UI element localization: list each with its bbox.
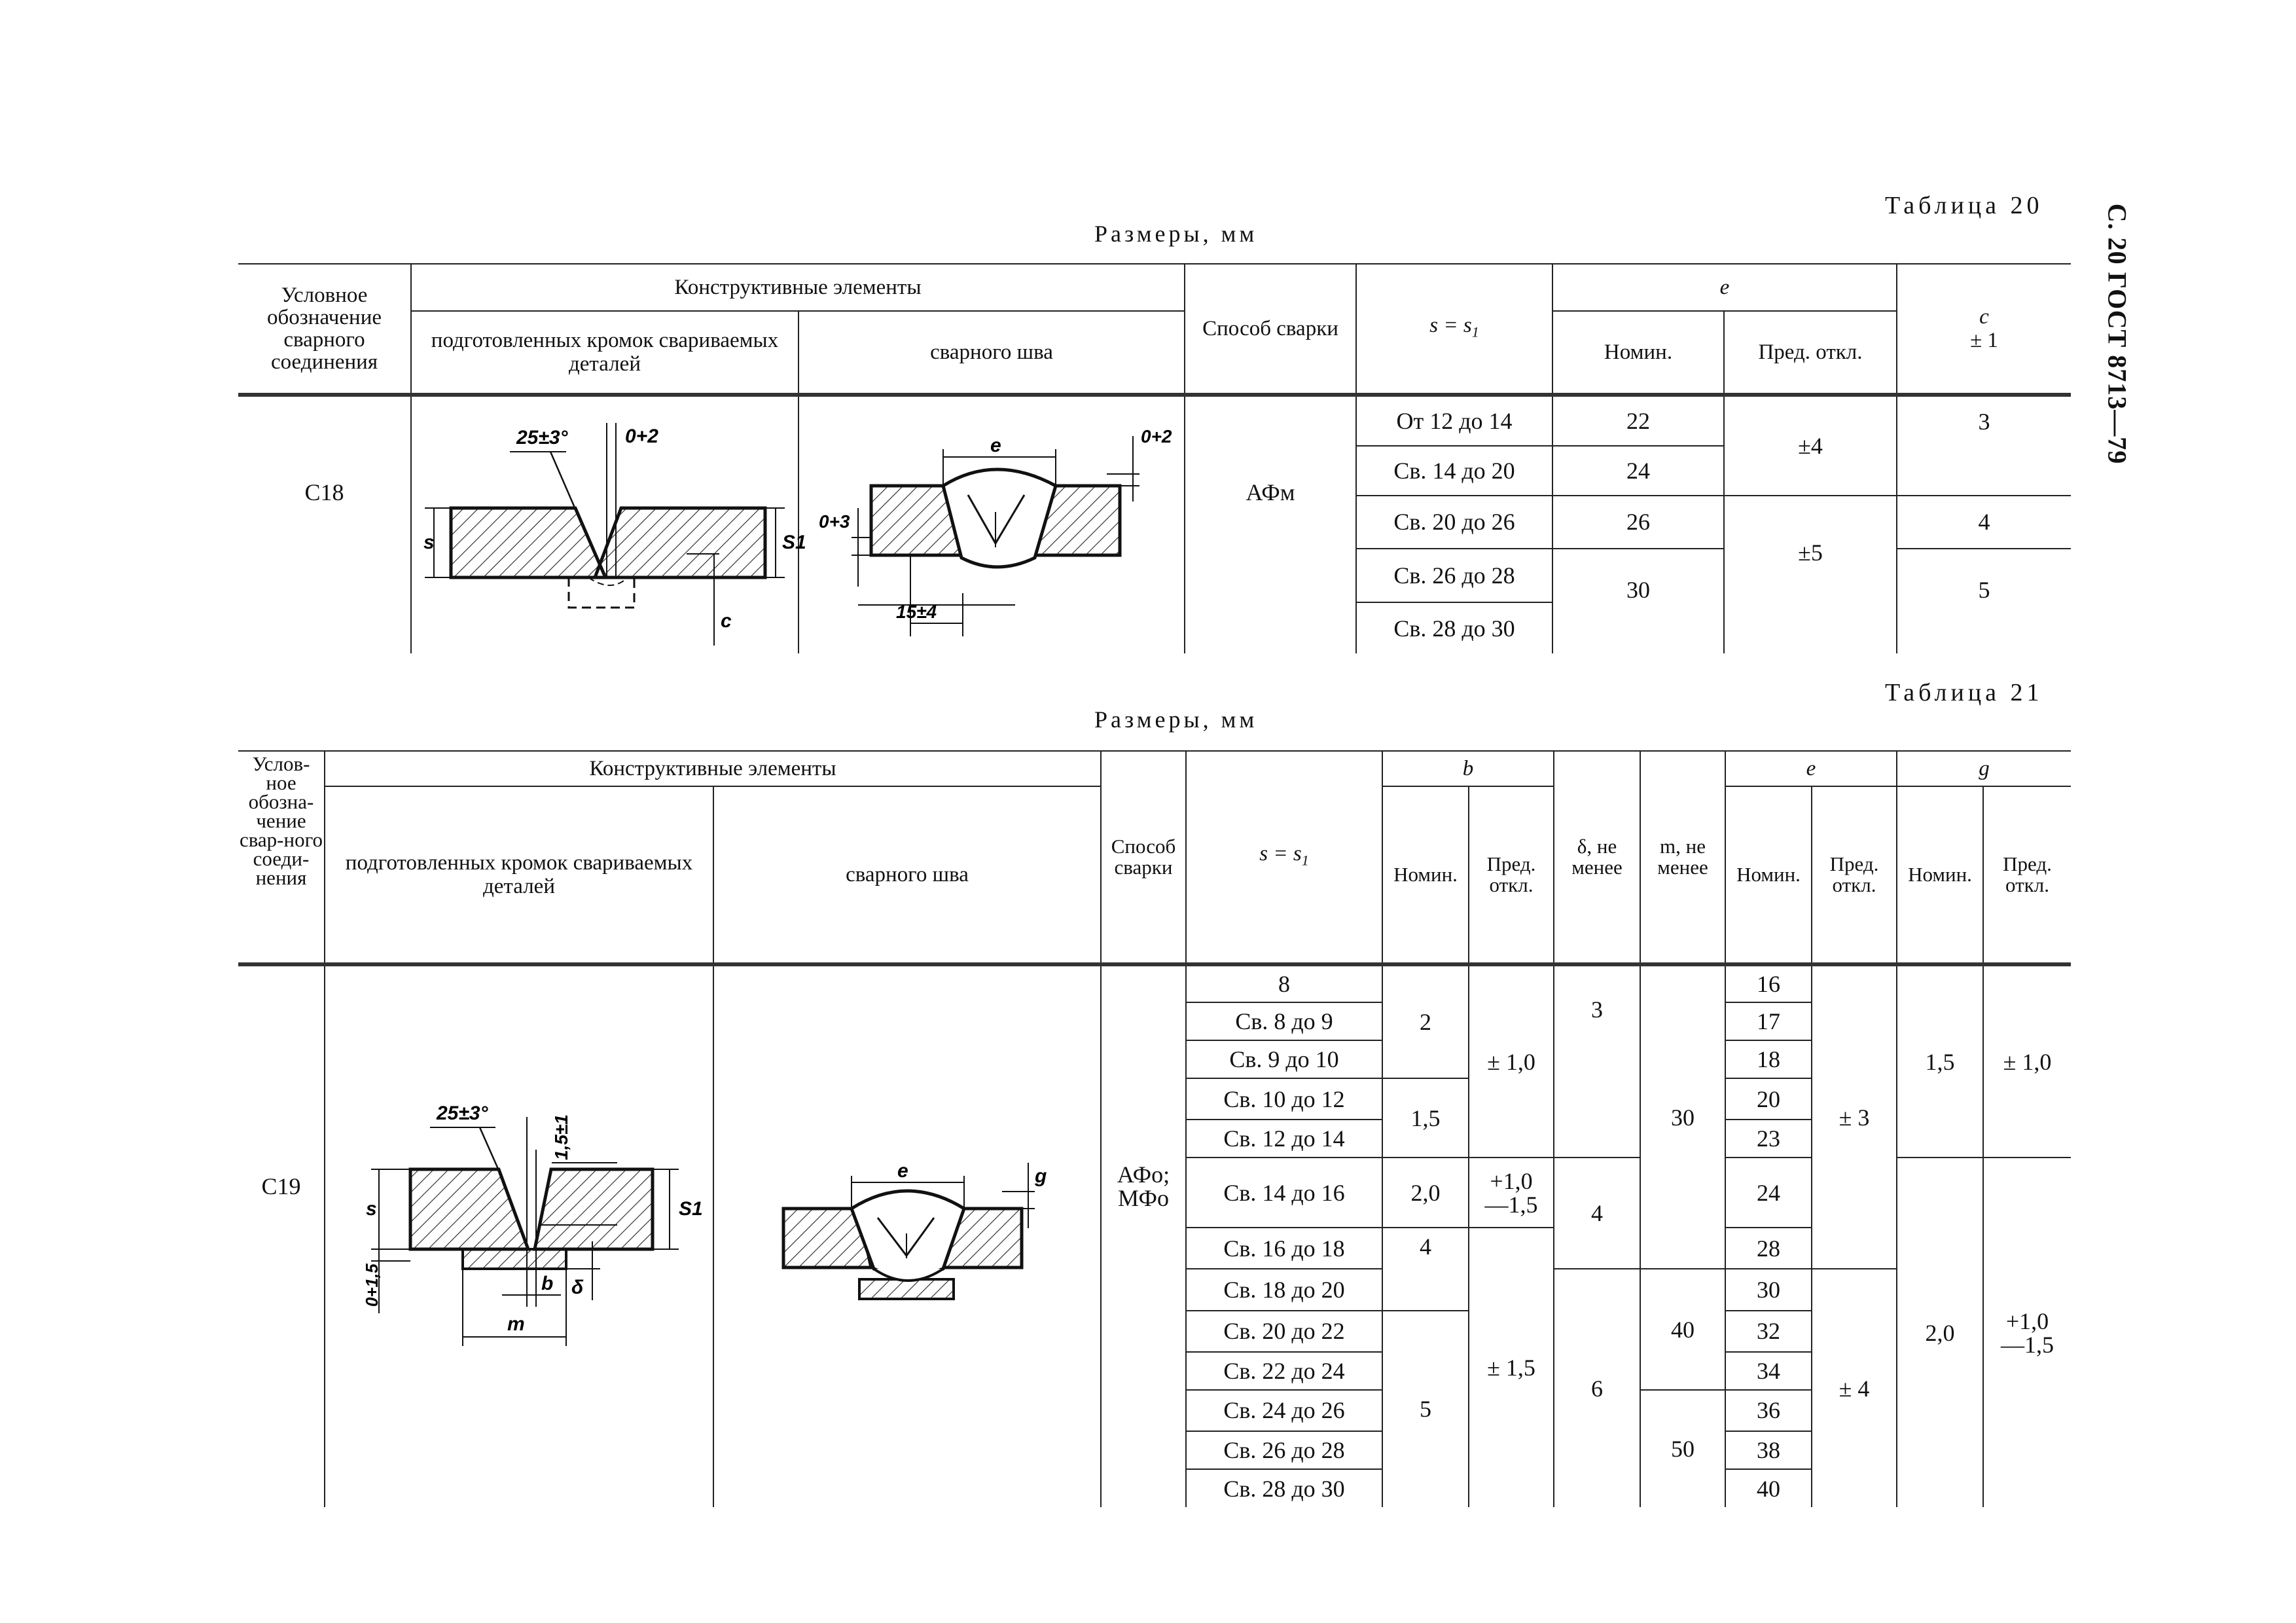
- t20-head-method: Способ сварки: [1185, 264, 1356, 395]
- table21-units: Размеры, мм: [1094, 706, 1258, 733]
- t20-sketch-s1: S1: [782, 532, 806, 553]
- t21-s-row-9: Св. 20 до 22: [1186, 1311, 1382, 1352]
- page-header: С. 20 ГОСТ 8713—79: [2102, 203, 2132, 465]
- t21-sketch-e: e: [897, 1160, 908, 1182]
- t21-head-b-nomin: Номин.: [1382, 786, 1469, 964]
- t21-e-row-9: 32: [1725, 1311, 1812, 1352]
- t21-e-row-3: 18: [1725, 1040, 1812, 1078]
- t21-sketch-gap: 1,5±1: [551, 1114, 571, 1160]
- t21-method: АФо; МФо: [1101, 964, 1186, 1507]
- t21-sketch-weld: [713, 964, 1101, 1507]
- t21-s-row-2: Св. 8 до 9: [1186, 1002, 1382, 1040]
- t21-sketch-b: b: [541, 1273, 554, 1294]
- t21-s-row-11: Св. 24 до 26: [1186, 1390, 1382, 1431]
- t21-e-row-5: 23: [1725, 1120, 1812, 1158]
- t21-head-e-nomin: Номин.: [1725, 786, 1812, 964]
- t21-m-2: 40: [1640, 1269, 1725, 1389]
- t21-e-row-8: 30: [1725, 1269, 1812, 1310]
- t20-sketch-width: 15±4: [896, 602, 937, 622]
- t21-designation: С19: [238, 964, 325, 1507]
- t21-head-designation: Услов-ное обозна-чение свар-ного соеди-нения: [238, 751, 325, 964]
- t21-head-delta: δ, не менее: [1554, 751, 1640, 964]
- t21-head-g: g: [1897, 751, 2071, 786]
- t21-head-weld: сварного шва: [713, 786, 1101, 964]
- t20-e-tol-1: ±4: [1724, 395, 1897, 496]
- t21-head-e-pred: Пред. откл.: [1812, 786, 1897, 964]
- t21-b-tol-1: ± 1,0: [1469, 964, 1554, 1158]
- t21-s-row-13: Св. 28 до 30: [1186, 1469, 1382, 1507]
- prepared-edges-sketch: [412, 397, 806, 649]
- t21-e-tol-1: ± 3: [1812, 964, 1897, 1269]
- t21-e-row-7: 28: [1725, 1228, 1812, 1269]
- t20-head-prepared-edges: подготовленных кромок свариваемых деталей: [411, 311, 798, 395]
- t20-sketch-gap2: 0+2: [1141, 426, 1172, 447]
- t21-e-row-2: 17: [1725, 1002, 1812, 1040]
- t21-sketch-angle: 25±3°: [437, 1103, 488, 1124]
- weld-sketch: [799, 397, 1184, 649]
- t20-head-constructive: Конструктивные элементы: [411, 264, 1185, 311]
- table20-caption: Таблица 20: [1885, 192, 2043, 219]
- t21-head-g-nomin: Номин.: [1897, 786, 1983, 964]
- t20-c-1: 3: [1897, 395, 2071, 496]
- t21-s-row-10: Св. 22 до 24: [1186, 1352, 1382, 1390]
- t21-e-row-11: 36: [1725, 1390, 1812, 1431]
- t20-head-s: $s = s_1$: [1356, 264, 1552, 395]
- t20-head-weld: сварного шва: [798, 311, 1185, 395]
- table21-caption: Таблица 21: [1885, 679, 2043, 706]
- t21-delta-1: 3: [1554, 964, 1640, 1158]
- t20-sketch-gap3: 0+3: [819, 511, 850, 532]
- weld-sketch: [714, 966, 1100, 1503]
- t20-sketch-e: e: [990, 435, 1001, 456]
- t21-s-row-7: Св. 16 до 18: [1186, 1228, 1382, 1269]
- t20-e-row-1: 22: [1552, 395, 1724, 446]
- t21-b-tol-2: +1,0 —1,5: [1469, 1158, 1554, 1228]
- t21-s-row-5: Св. 12 до 14: [1186, 1120, 1382, 1158]
- t21-g-nom-2: 2,0: [1897, 1158, 1983, 1507]
- t21-head-b-pred: Пред. откл.: [1469, 786, 1554, 964]
- t20-head-e-nomin: Номин.: [1552, 311, 1724, 395]
- t21-head-method: Способ сварки: [1101, 751, 1186, 964]
- t20-e-row-2: 24: [1552, 446, 1724, 496]
- t21-sketch-s: s: [366, 1198, 377, 1220]
- table20-units: Размеры, мм: [1094, 221, 1258, 247]
- t21-b-nom-1: 2: [1382, 964, 1469, 1078]
- t20-sketch-c: c: [721, 610, 732, 632]
- t21-m-1: 30: [1640, 964, 1725, 1269]
- t21-sketch-s1: S1: [679, 1198, 703, 1220]
- t21-g-tol-2: +1,0 —1,5: [1983, 1158, 2071, 1507]
- t21-s-row-4: Св. 10 до 12: [1186, 1078, 1382, 1120]
- t21-e-row-4: 20: [1725, 1078, 1812, 1120]
- t21-delta-3: 6: [1554, 1269, 1640, 1507]
- t21-b-tol-3: ± 1,5: [1469, 1228, 1554, 1507]
- t21-g-tol-1: ± 1,0: [1983, 964, 2071, 1158]
- t21-head-g-pred: Пред. откл.: [1983, 786, 2071, 964]
- t21-s-row-3: Св. 9 до 10: [1186, 1040, 1382, 1078]
- t21-sketch-delta: δ: [571, 1277, 584, 1298]
- t21-m-3: 50: [1640, 1390, 1725, 1507]
- t21-b-nom-2: 1,5: [1382, 1078, 1469, 1158]
- t20-sketch-prepared: [411, 395, 806, 653]
- t21-s-row-12: Св. 26 до 28: [1186, 1431, 1382, 1469]
- t21-b-nom-5: 5: [1382, 1311, 1469, 1507]
- table21: [238, 750, 2071, 1507]
- t20-s-row-4: Св. 26 до 28: [1356, 549, 1552, 603]
- t21-e-row-10: 34: [1725, 1352, 1812, 1390]
- t20-s-row-2: Св. 14 до 20: [1356, 446, 1552, 496]
- t20-sketch-s: s: [423, 532, 435, 553]
- t21-b-nom-4: 4: [1382, 1228, 1469, 1310]
- t20-s-row-1: От 12 до 14: [1356, 395, 1552, 446]
- t21-head-e: e: [1725, 751, 1897, 786]
- t20-sketch-weld: [798, 395, 1185, 653]
- t21-s-row-1: 8: [1186, 964, 1382, 1002]
- t20-sketch-angle: 25±3°: [516, 427, 568, 448]
- t21-delta-2: 4: [1554, 1158, 1640, 1269]
- t20-s-row-5: Св. 28 до 30: [1356, 602, 1552, 653]
- t21-e-row-13: 40: [1725, 1469, 1812, 1507]
- t20-method: АФм: [1185, 395, 1356, 653]
- t21-sketch-g: g: [1035, 1165, 1047, 1187]
- t21-head-b: b: [1382, 751, 1554, 786]
- t20-head-c: c ± 1: [1897, 264, 2071, 395]
- t21-b-nom-3: 2,0: [1382, 1158, 1469, 1228]
- t21-head-s: $s = s_1$: [1186, 751, 1382, 964]
- t21-head-prepared-edges: подготовленных кромок свариваемых деталей: [325, 786, 713, 964]
- t21-g-nom-1: 1,5: [1897, 964, 1983, 1158]
- t21-e-tol-2: ± 4: [1812, 1269, 1897, 1507]
- t21-head-constructive: Конструктивные элементы: [325, 751, 1101, 786]
- t21-sketch-root: 0+1,5: [362, 1264, 382, 1307]
- t21-sketch-m: m: [507, 1313, 525, 1335]
- t20-head-designation: Условное обозначение сварного соединения: [238, 264, 411, 395]
- t20-head-e-pred: Пред. откл.: [1724, 311, 1897, 395]
- t20-e-tol-2: ±5: [1724, 496, 1897, 653]
- t20-head-e: e: [1552, 264, 1897, 311]
- t21-e-row-12: 38: [1725, 1431, 1812, 1469]
- t21-head-m: m, не менее: [1640, 751, 1725, 964]
- t21-s-row-8: Св. 18 до 20: [1186, 1269, 1382, 1310]
- t20-s-row-3: Св. 20 до 26: [1356, 496, 1552, 549]
- table20: [238, 263, 2071, 653]
- t21-s-row-6: Св. 14 до 16: [1186, 1158, 1382, 1228]
- t21-e-row-6: 24: [1725, 1158, 1812, 1228]
- t21-sketch-prepared: [325, 964, 713, 1507]
- prepared-edges-sketch: [325, 966, 713, 1503]
- t20-designation: С18: [238, 395, 411, 653]
- t20-sketch-gap: 0+2: [625, 426, 658, 447]
- t20-e-row-3: 26: [1552, 496, 1724, 549]
- t20-c-3: 5: [1897, 549, 2071, 654]
- t21-e-row-1: 16: [1725, 964, 1812, 1002]
- t20-e-row-4: 30: [1552, 549, 1724, 654]
- t20-c-2: 4: [1897, 496, 2071, 549]
